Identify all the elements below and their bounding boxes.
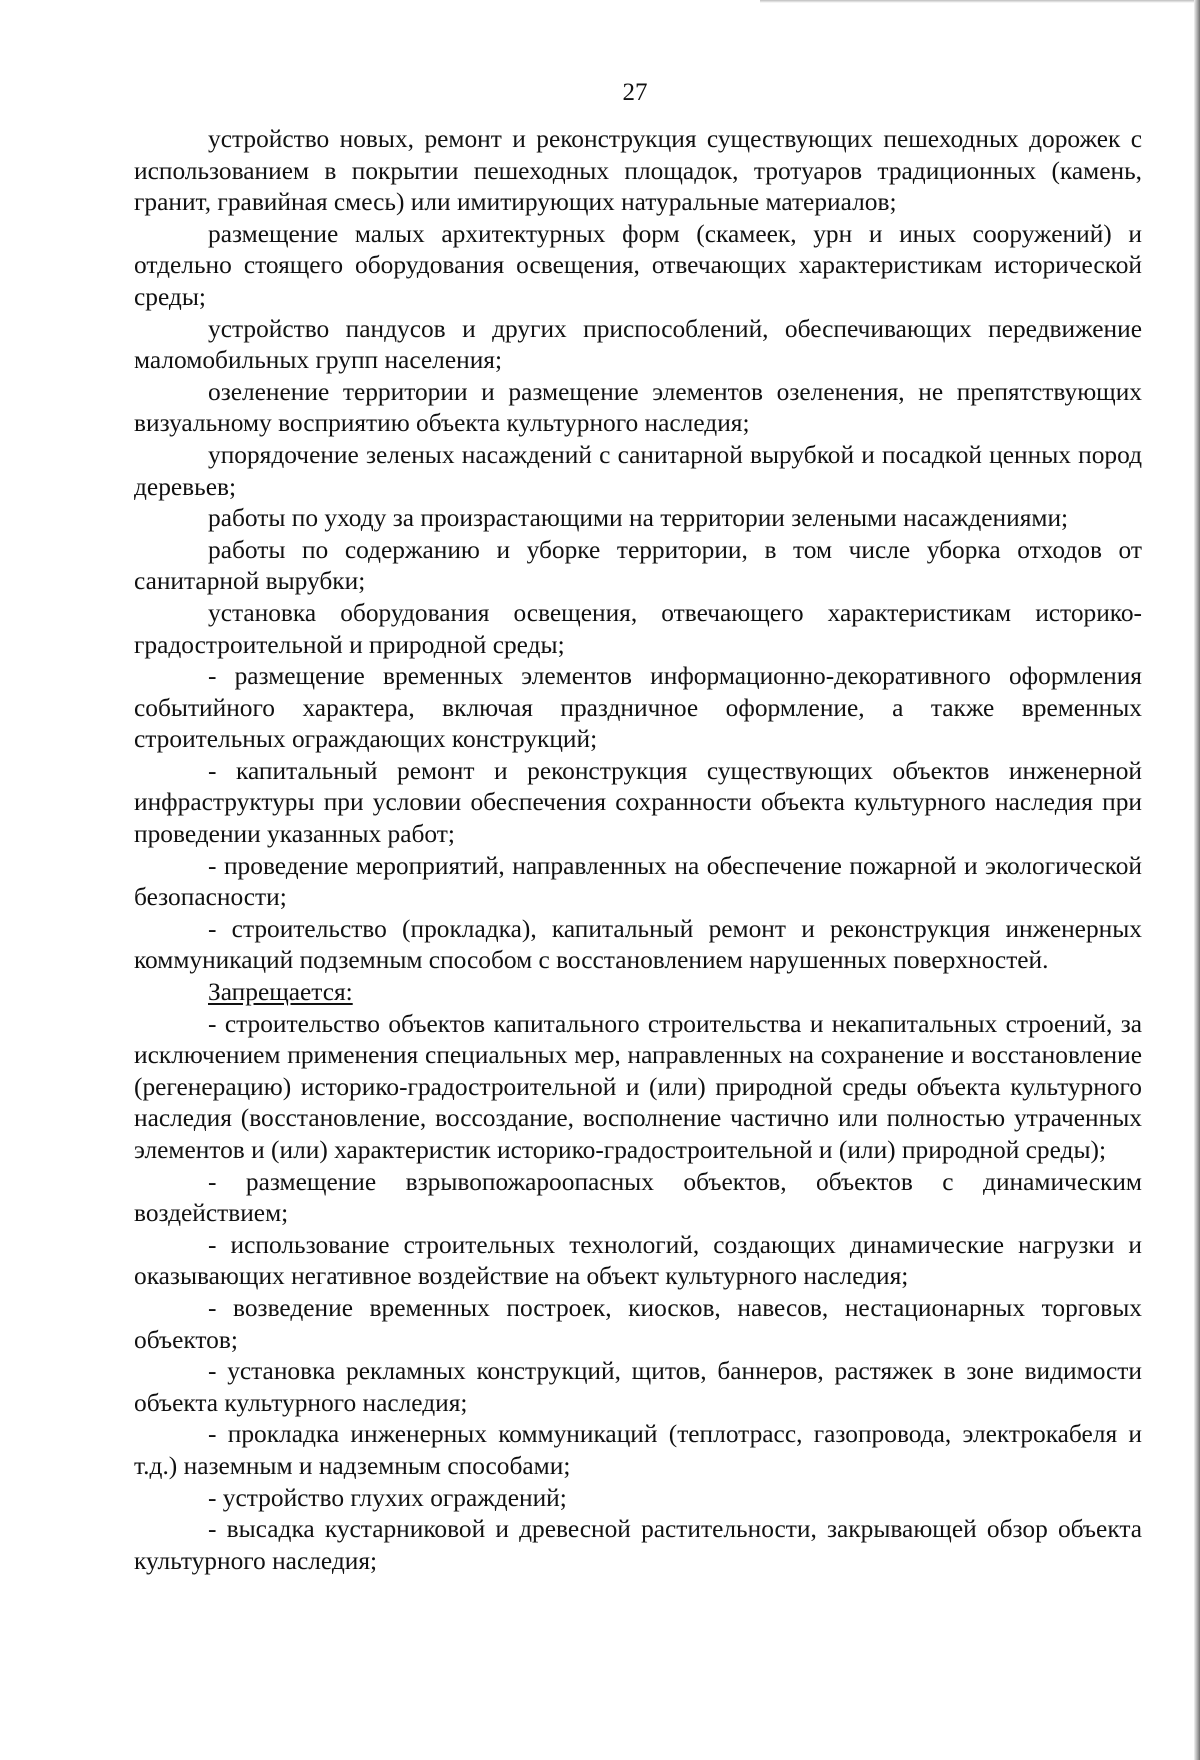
prohibited-item-vegetation: - высадка кустарниковой и древесной растительности, закрывающей обзор объекта культурного наследия; bbox=[134, 1515, 1142, 1575]
prohibited-heading-text: Запрещается: bbox=[208, 978, 353, 1007]
paragraph-infrastructure-repair: - капитальный ремонт и реконструкция существующих объектов инженерной инфраструктуры при условии обеспечения сохранности объекта культурного наследия при проведении указанных работ; bbox=[134, 756, 1142, 849]
paragraph-underground-utilities: - строительство (прокладка), капитальный ремонт и реконструкция инженерных коммуникаций подземным способом с восстановлением нарушенных поверхностей. bbox=[134, 914, 1142, 975]
paragraph-lighting: установка оборудования освещения, отвечающего характеристикам историко-градостроительной и природной среды; bbox=[134, 598, 1142, 659]
paragraph-landscaping: озеленение территории и размещение элементов озеленения, не препятствующих визуальному восприятию объекта культурного наследия; bbox=[134, 377, 1142, 438]
paragraph-pedestrian-paths: устройство новых, ремонт и реконструкция существующих пешеходных дорожек с использованием в покрытии пешеходных площадок, тротуаров традиционных (камень, гранит, гравийная смесь) или имитирующих натуральные материалов; bbox=[134, 125, 1142, 217]
paragraph-plant-care: работы по уходу за произрастающими на территории зелеными насаждениями; bbox=[208, 504, 1069, 533]
prohibited-item-dynamic-loads: - использование строительных технологий, создающих динамические нагрузки и оказывающих негативное воздействие на объект культурного наследия; bbox=[134, 1230, 1142, 1291]
scan-shadow-right bbox=[1194, 0, 1200, 1760]
prohibited-heading bbox=[134, 977, 1142, 1009]
paragraph-temporary-decor: - размещение временных элементов информационно-декоративного оформления событийного характера, включая праздничное оформление, а также временных строительных ограждающих конструкций; bbox=[134, 662, 1142, 754]
prohibited-item-above-ground-utilities: - прокладка инженерных коммуникаций (теплотрасс, газопровода, электрокабеля и т.д.) наземным и надземным способами; bbox=[134, 1420, 1142, 1480]
scan-shadow-top bbox=[760, 0, 1200, 3]
paragraph-green-plantings: упорядочение зеленых насаждений с санитарной вырубкой и посадкой ценных пород деревьев; bbox=[134, 440, 1142, 501]
page-number: 27 bbox=[622, 79, 648, 106]
paragraph-small-architectural-forms: размещение малых архитектурных форм (скамеек, урн и иных сооружений) и отдельно стоящего оборудования освещения, отвечающих характеристикам исторической среды; bbox=[134, 219, 1142, 311]
prohibited-item-solid-fences: - устройство глухих ограждений; bbox=[208, 1483, 567, 1512]
prohibited-item-advertising: - установка рекламных конструкций, щитов, баннеров, растяжек в зоне видимости объекта культурного наследия; bbox=[134, 1357, 1142, 1417]
prohibited-item-explosive-objects: - размещение взрывопожароопасных объектов, объектов с динамическим воздействием; bbox=[134, 1167, 1142, 1228]
paragraph-fire-safety: - проведение мероприятий, направленных на обеспечение пожарной и экологической безопасности; bbox=[134, 851, 1142, 912]
paragraph-ramps: устройство пандусов и других приспособлений, обеспечивающих передвижение маломобильных групп населения; bbox=[134, 314, 1142, 375]
document-body bbox=[134, 124, 1142, 1577]
paragraph-territory-maintenance: работы по содержанию и уборке территории, в том числе уборка отходов от санитарной вырубки; bbox=[134, 535, 1142, 596]
prohibited-item-temporary-buildings: - возведение временных построек, киосков, навесов, нестационарных торговых объектов; bbox=[134, 1293, 1142, 1354]
prohibited-item-construction: - строительство объектов капитального строительства и некапитальных строений, за исключением применения специальных мер, направленных на сохранение и восстановление (регенерацию) историко-градостроительной и (или) природной среды объекта культурного наследия (восстановление, воссоздание, восполнение частично или полностью утраченных элементов и (или) характеристик историко-градостроительной и (или) природной среды); bbox=[134, 1009, 1142, 1164]
